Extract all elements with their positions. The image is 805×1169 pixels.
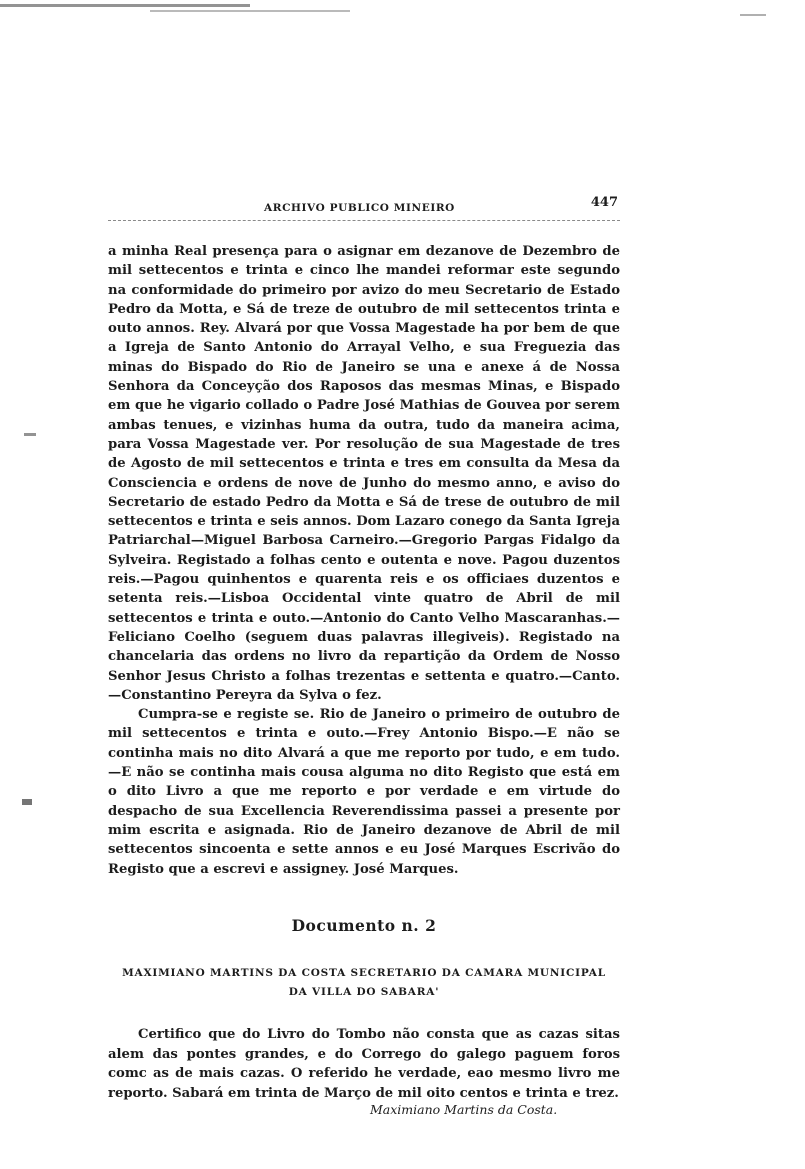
signature: Maximiano Martins da Costa. <box>370 1102 558 1117</box>
scan-artifact-top-mid <box>150 10 350 12</box>
page-header <box>108 194 620 221</box>
scan-artifact-left-dots <box>22 799 32 805</box>
subheading-line-1: MAXIMIANO MARTINS DA COSTA SECRETARIO DA CAMARA MUNICIPAL <box>122 967 606 979</box>
paragraph-1: a minha Real presença para o asignar em dezanove de Dezembro de mil settecentos e trinta e cinco lhe mandei reformar este segundo na conformidade do primeiro por avizo do meu Secretario de Estado Pedro da Motta, e Sá de treze de outubro de mil settecentos trinta e outo annos. Rey. Alvará por que Vossa Magestade ha por bem de que a Igreja de Santo Antonio do Arrayal Velho, e sua Freguezia das minas do Bispado do Rio de Janeiro se una e anexe á de Nossa Senhora da Conceyção dos Raposos das mesmas Minas, e Bispado em que he vigario collado o Padre José Mathias de Gouvea por serem ambas tenues, e vizinhas huma da outra, tudo da maneira acima, para Vossa Magestade ver. Por resolução de sua Magestade de tres de Agosto de mil settecentos e trinta e tres em consulta da Mesa da Consciencia e ordens de nove de Junho do mesmo anno, e aviso do Secretario de estado Pedro da Motta e Sá de trese de outubro de mil settecentos e trinta e seis annos. Dom Lazaro conego da Santa Igreja Patriarchal—Miguel Barbosa Carneiro.—Gregorio Pargas Fidalgo da Sylveira. Registado a folhas cento e outenta e nove. Pagou duzentos reis.—Pagou quinhentos e quarenta reis e os officiaes duzentos e setenta reis.—Lisboa Occidental vinte quatro de Abril de mil settecentos e trinta e outo.—Antonio do Canto Velho Mascaranhas.—Feliciano Coelho (seguem duas palavras illegiveis). Registado na chancelaria das ordens no livro da repartição da Ordem de Nosso Senhor Jesus Christo a folhas trezentas e settenta e quatro.—Canto.—Constantino Pereyra da Sylva o fez. <box>108 244 620 703</box>
document-heading: Documento n. 2 <box>291 916 437 935</box>
certificate-paragraph: Certifico que do Livro do Tombo não consta que as cazas sitas alem das pontes grandes, e do Corrego do galego paguem foros comc as de mais cazas. O referido he verdade, eao mesmo livro me reporto. Sabará em trinta de Março de mil oito centos e trinta e trez. <box>108 1027 620 1101</box>
scan-artifact-left-dash <box>24 433 36 436</box>
document-subheading <box>108 964 620 1002</box>
running-title: ARCHIVO PUBLICO MINEIRO <box>264 202 455 214</box>
subheading-line-2: DA VILLA DO SABARA' <box>288 986 440 998</box>
certificate-text-block <box>108 1025 620 1103</box>
scan-artifact-top-left <box>0 4 250 7</box>
page-number: 447 <box>590 195 618 210</box>
scan-artifact-top-right <box>740 14 766 16</box>
document-one-text <box>108 242 620 879</box>
paragraph-2: Cumpra-se e registe se. Rio de Janeiro o primeiro de outubro de mil settecentos e trinta e outo.—Frey Antonio Bispo.—E não se continha mais no dito Alvará a que me reporto por tudo, e em tudo.—E não se continha mais cousa alguma no dito Registo que está em o dito Livro a que me reporto e por verdade e em virtude do despacho de sua Excellencia Reverendissima passei a presente por mim escrita e asignada. Rio de Janeiro dezanove de Abril de mil settecentos sincoenta e sette annos e eu José Marques Escrivão do Registo que a escrevi e assigney. José Marques. <box>108 707 620 877</box>
